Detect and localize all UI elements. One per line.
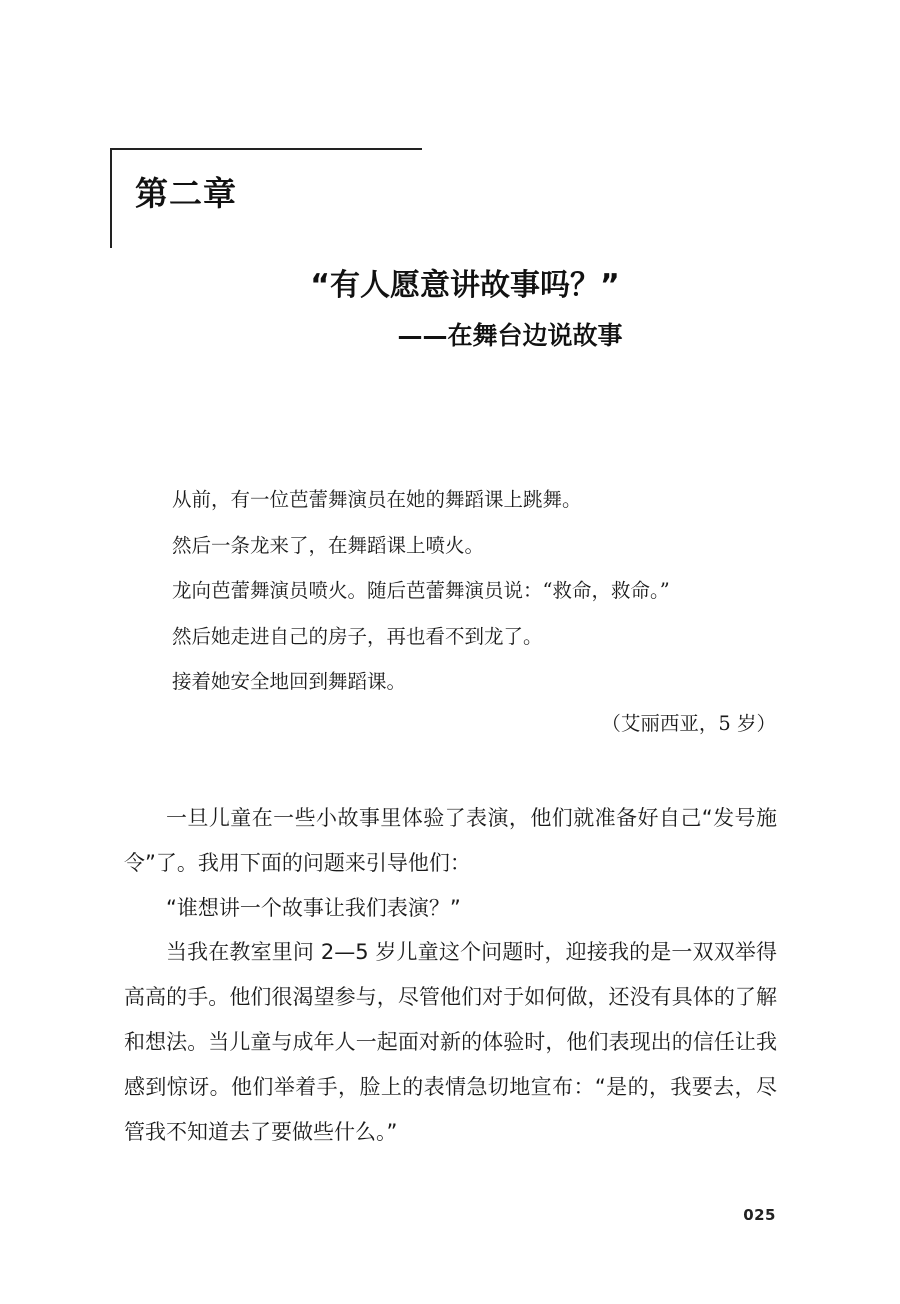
chapter-label: 第二章: [135, 174, 237, 213]
story-line: 接着她安全地回到舞蹈课。: [172, 670, 407, 693]
story-attribution: （艾丽西亚，5 岁）: [601, 712, 776, 735]
story-excerpt: [172, 482, 782, 710]
chapter-title: “有人愿意讲故事吗？”: [310, 268, 620, 303]
body-text: [124, 796, 777, 1154]
body-paragraph: 当我在教室里问 2—5 岁儿童这个问题时，迎接我的是一双双举得高高的手。他们很渴望参与，尽管他们对于如何做，还没有具体的了解和想法。当儿童与成年人一起面对新的体验时，他们表现出的信任让我感到惊讶。他们举着手，脸上的表情急切地宣布：“是的，我要去，尽管我不知道去了要做些什么。”: [124, 940, 777, 1144]
story-line: 然后她走进自己的房子，再也看不到龙了。: [172, 624, 543, 648]
story-line: 然后一条龙来了，在舞蹈课上喷火。: [172, 533, 485, 557]
chapter-subtitle: ——在舞台边说故事: [397, 321, 623, 350]
body-paragraph: “谁想讲一个故事让我们表演？”: [166, 895, 461, 920]
story-line: 龙向芭蕾舞演员喷火。随后芭蕾舞演员说：“救命，救命。”: [172, 579, 670, 602]
story-line: 从前，有一位芭蕾舞演员在她的舞蹈课上跳舞。: [172, 488, 582, 511]
page-number: 025: [743, 1206, 776, 1224]
body-paragraph: 一旦儿童在一些小故事里体验了表演，他们就准备好自己“发号施令”了。我用下面的问题来引导他们：: [124, 806, 777, 875]
